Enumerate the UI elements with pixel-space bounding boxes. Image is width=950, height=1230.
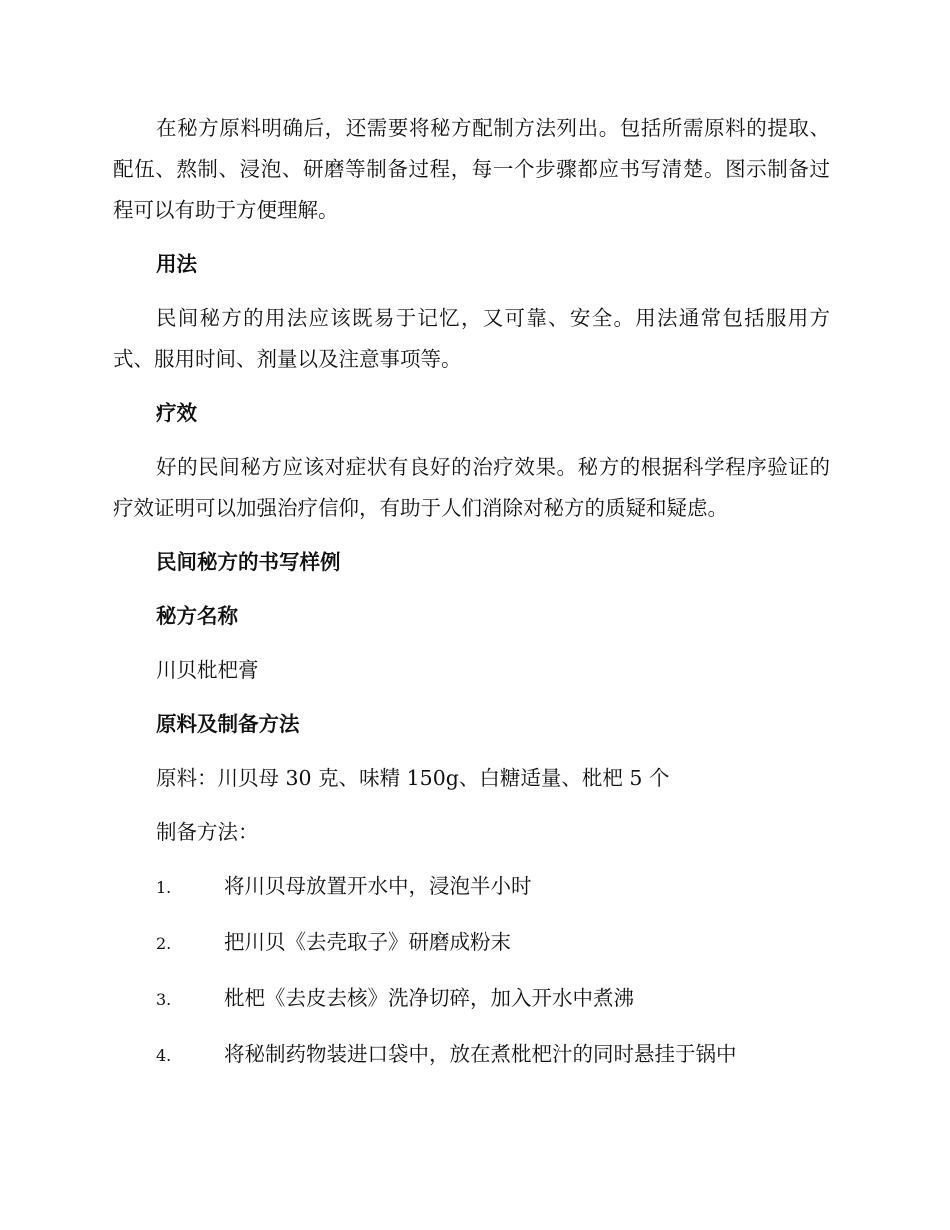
efficacy-heading: 疗效 [156, 401, 197, 425]
step-text: 将川贝母放置开水中，浸泡半小时 [224, 874, 532, 898]
usage-heading: 用法 [156, 252, 197, 276]
sample-heading: 民间秘方的书写样例 [156, 550, 341, 574]
list-item [113, 922, 830, 964]
step-text: 将秘制药物装进口袋中，放在煮枇杷汁的同时悬挂于锅中 [224, 1042, 737, 1066]
step-number: 3. [156, 990, 172, 1009]
list-item [113, 866, 830, 908]
step-text: 把川贝《去壳取子》研磨成粉末 [224, 930, 511, 954]
list-item [113, 1034, 830, 1076]
recipe-name-heading: 秘方名称 [156, 604, 238, 628]
materials-line: 原料：川贝母 30 克、味精 150g、白糖适量、枇杷 5 个 [156, 766, 670, 790]
step-text: 枇杷《去皮去核》洗净切碎，加入开水中煮沸 [224, 986, 634, 1010]
recipe-name-value: 川贝枇杷膏 [156, 658, 259, 682]
prep-intro-paragraph: 在秘方原料明确后，还需要将秘方配制方法列出。包括所需原料的提取、配伍、熬制、浸泡、研磨等制备过程，每一个步骤都应书写清楚。图示制备过程可以有助于方便理解。 [113, 116, 830, 222]
step-number: 1. [156, 878, 172, 897]
step-number: 2. [156, 934, 172, 953]
method-steps-list [113, 866, 830, 1076]
step-number: 4. [156, 1046, 172, 1065]
usage-paragraph: 民间秘方的用法应该既易于记忆，又可靠、安全。用法通常包括服用方式、服用时间、剂量以及注意事项等。 [113, 306, 830, 371]
efficacy-paragraph: 好的民间秘方应该对症状有良好的治疗效果。秘方的根据科学程序验证的疗效证明可以加强治疗信仰，有助于人们消除对秘方的质疑和疑虑。 [113, 455, 830, 520]
list-item [113, 978, 830, 1020]
method-label: 制备方法： [156, 820, 259, 844]
materials-heading: 原料及制备方法 [156, 712, 300, 736]
